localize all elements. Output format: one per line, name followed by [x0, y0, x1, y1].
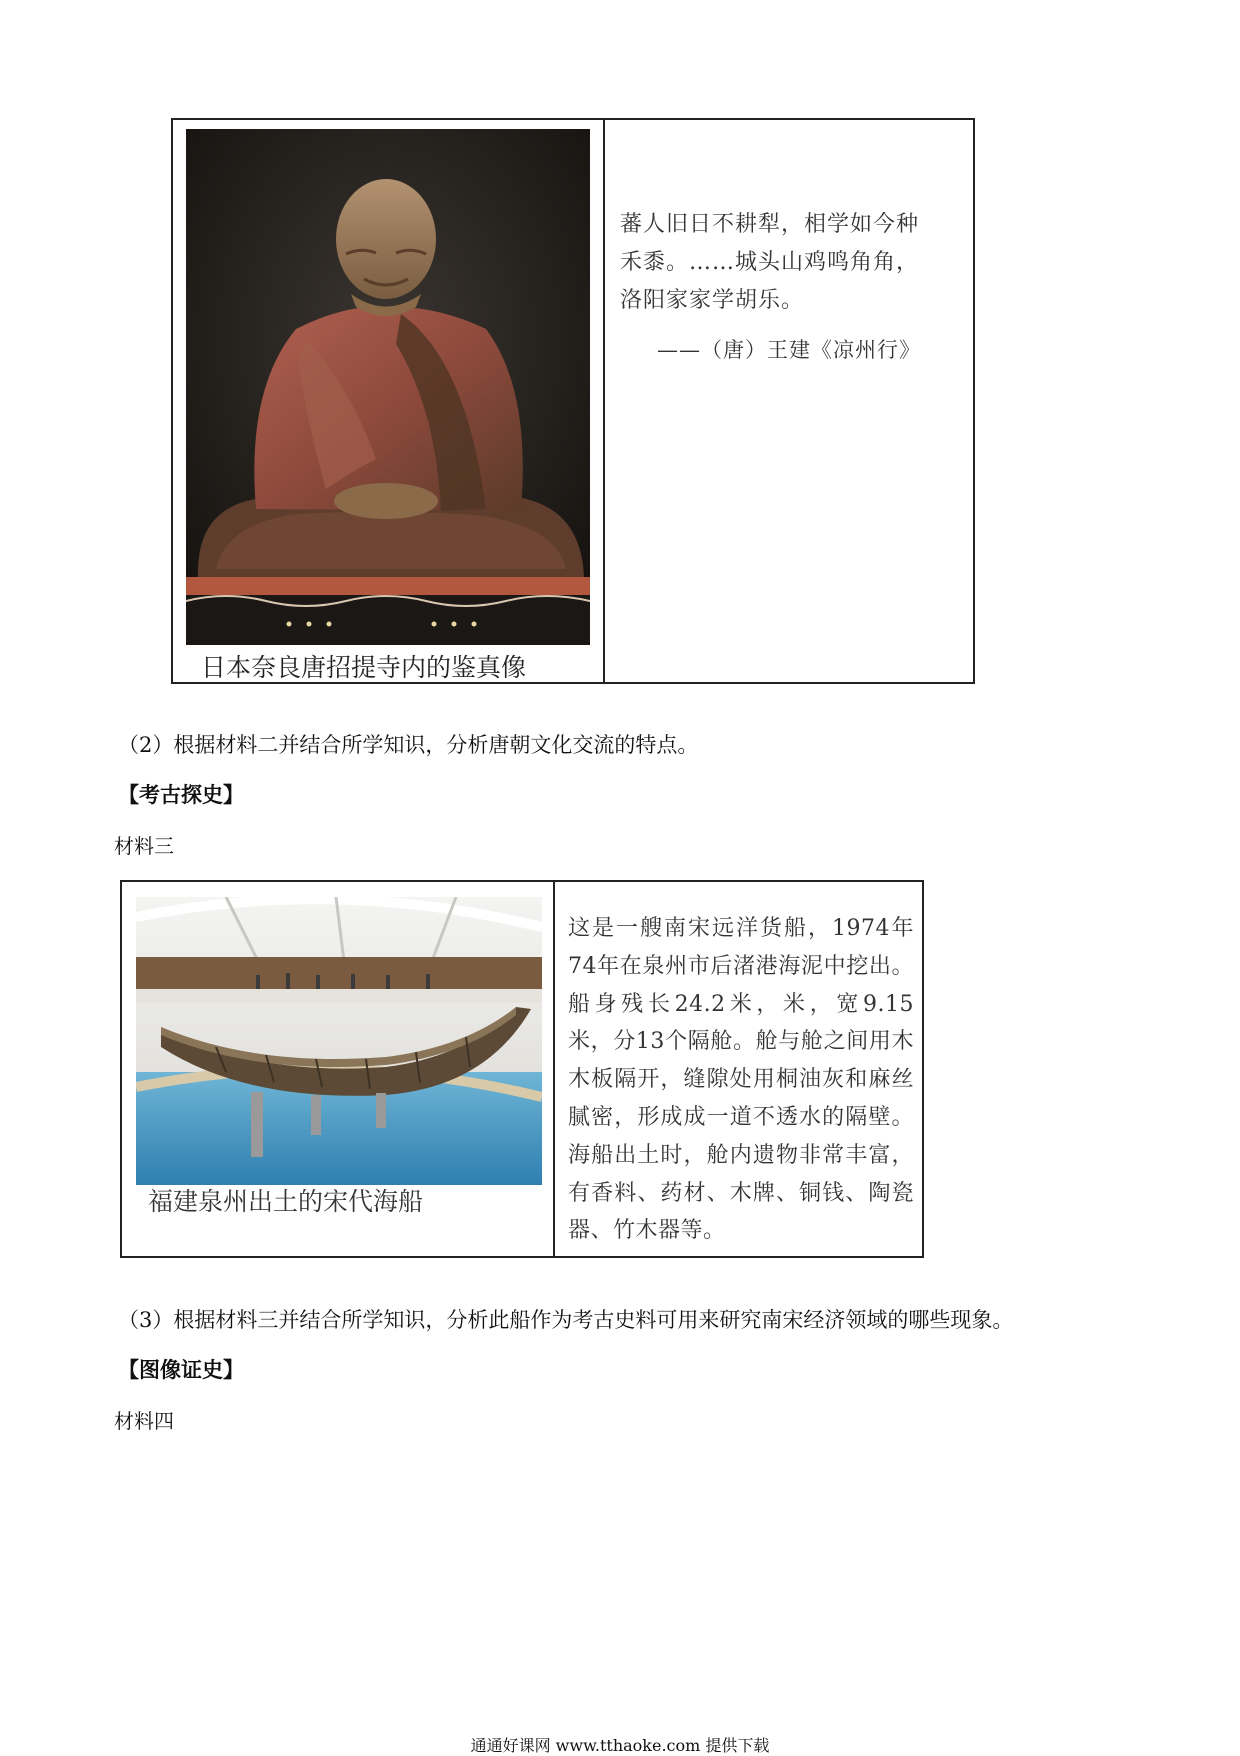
page-footer: 通通好课网 www.tthaoke.com 提供下载: [470, 1736, 770, 1755]
material-4-label: 材料四: [114, 1409, 174, 1433]
section-heading-archaeology: 【考古探史】: [118, 782, 244, 807]
question-3: （3）根据材料三并结合所学知识，分析此船作为考古史料可用来研究南宋经济领域的哪些现象。: [118, 1308, 1014, 1332]
monk-image-caption: 日本奈良唐招提寺内的鉴真像: [201, 653, 527, 682]
poem-line: 洛阳家家学胡乐。: [620, 288, 805, 313]
poem-source: ——（唐）王建《凉州行》: [657, 338, 921, 362]
material2-table: [171, 118, 975, 684]
question-2: （2）根据材料二并结合所学知识，分析唐朝文化交流的特点。: [118, 733, 699, 757]
ship-image-caption: 福建泉州出土的宋代海船: [148, 1187, 424, 1216]
poem-text: [620, 206, 960, 320]
ship-description: 这是一艘南宋远洋货船，1974年74年在泉州市后渚港海泥中挖出。船身残长24.2米，米，宽9.15米，分13个隔舱。舱与舱之间用木木板隔开，缝隙处用桐油灰和麻丝腻密，形成成一道不透水的隔壁。海船出土时，舱内遗物非常丰富，有香料、药材、木牌、铜钱、陶瓷器、竹木器等。: [568, 916, 914, 1244]
table-divider: [553, 882, 555, 1256]
jianzhen-statue-photo: [186, 129, 590, 645]
poem-line: 蕃人旧日不耕犁，相学如今种: [620, 212, 920, 237]
song-ship-photo: [136, 897, 542, 1185]
material-3-label: 材料三: [114, 834, 174, 858]
poem-line: 禾黍。……城头山鸡鸣角角，: [620, 250, 920, 275]
material3-table: [120, 880, 924, 1258]
table-divider: [603, 120, 605, 682]
section-heading-image: 【图像证史】: [118, 1357, 244, 1382]
